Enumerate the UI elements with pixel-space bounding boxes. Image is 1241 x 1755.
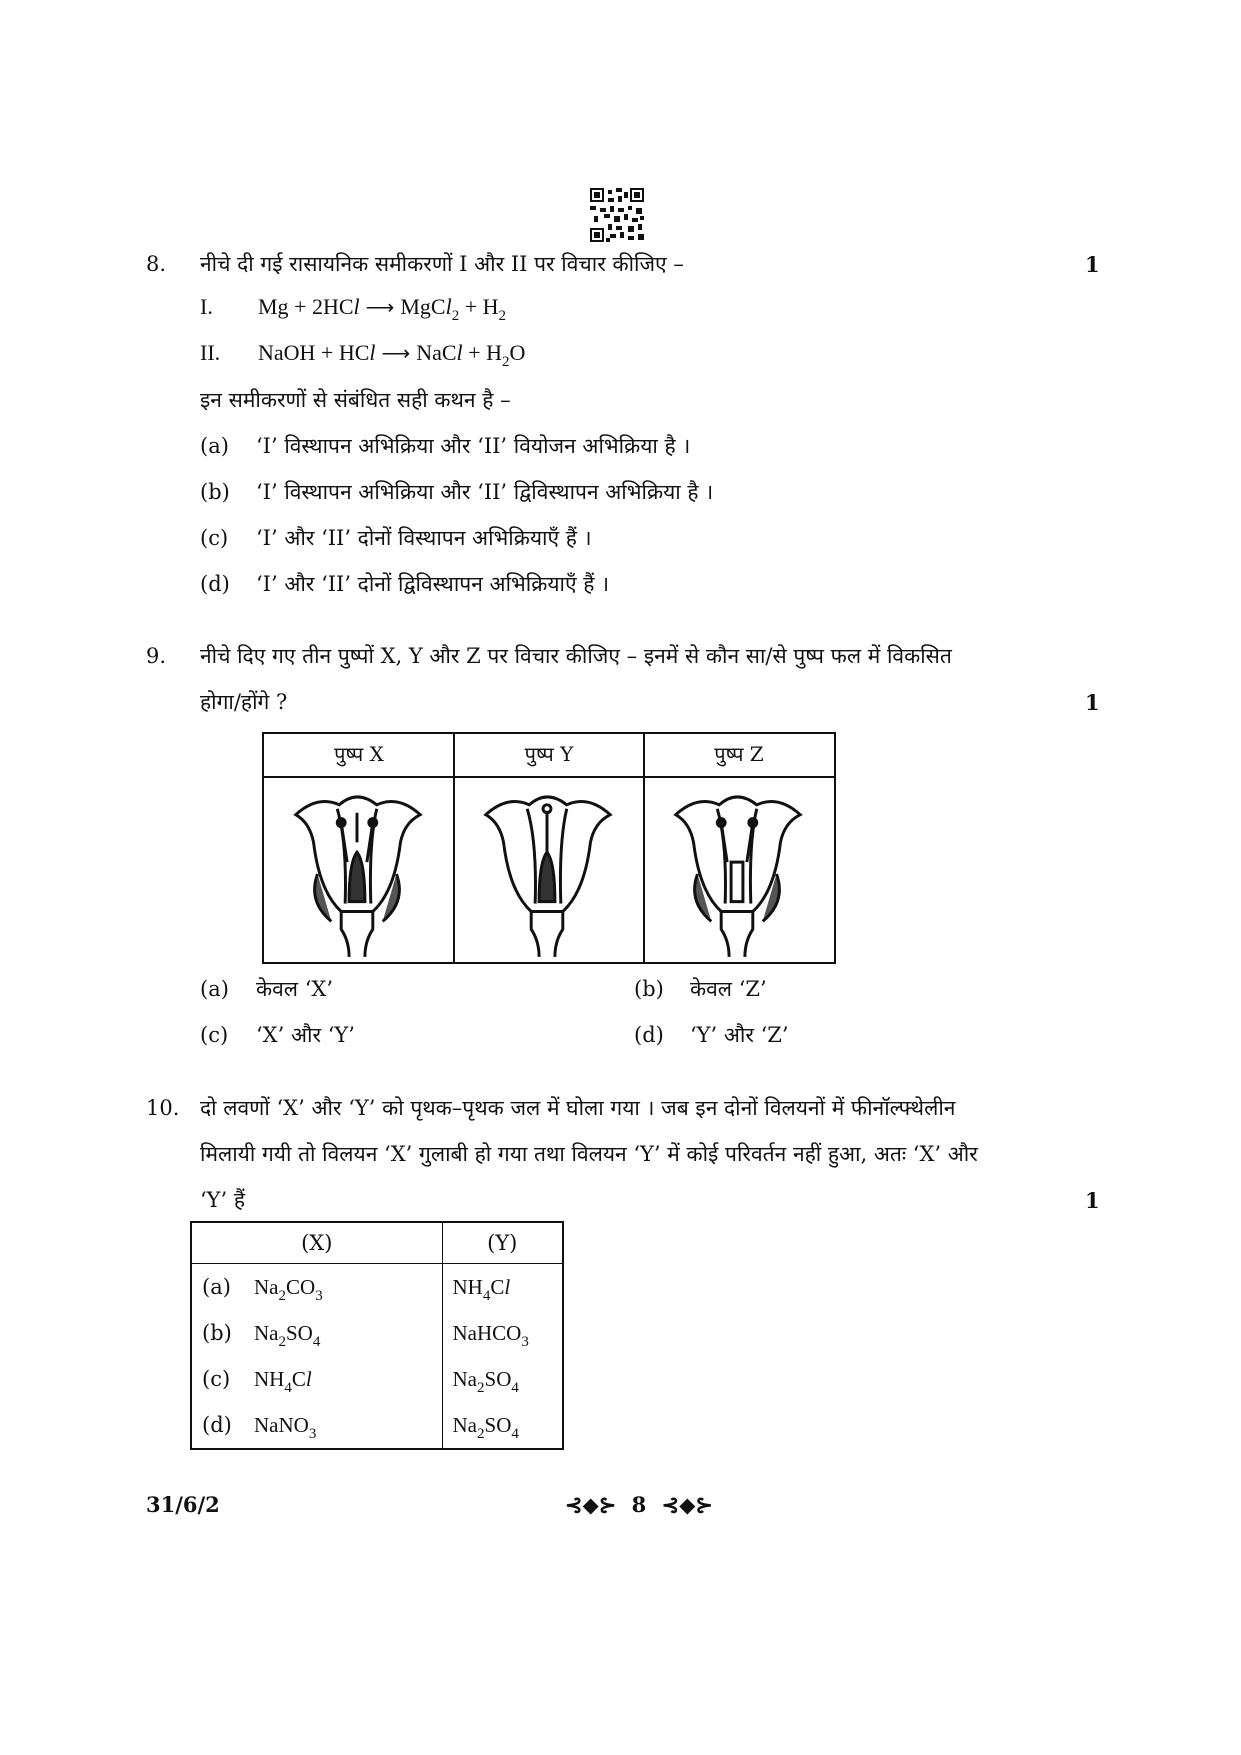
salt-x: $Na_2CO_3$ xyxy=(254,1264,442,1311)
salt-y: $Na_2SO_4$ xyxy=(452,1412,519,1442)
q9-option-c[interactable] xyxy=(200,1021,355,1049)
q10-marks: 1 xyxy=(1085,1188,1100,1213)
flower-y-cell xyxy=(454,734,644,962)
table-row[interactable] xyxy=(191,1310,563,1356)
option-text: केवल ‘Z’ xyxy=(690,977,767,1001)
table-header-row xyxy=(191,1222,563,1264)
salt-x: NaNO$_3$ xyxy=(254,1402,442,1449)
paper-code: 31/6/2 xyxy=(146,1492,220,1517)
salt-y: $Na_2SO_4$ xyxy=(452,1366,519,1396)
option-label: (a) xyxy=(200,434,229,458)
q8-stem: नीचे दी गई रासायनिक समीकरणों I और II पर विचार कीजिए – xyxy=(200,252,684,276)
q9-option-a[interactable] xyxy=(200,975,333,1003)
option-label: (c) xyxy=(200,1023,229,1047)
salt-y: NaHCO$_3$ xyxy=(452,1320,529,1350)
page-number-block xyxy=(565,1492,713,1517)
option-label: (d) xyxy=(200,572,230,596)
q9-stem-line2: होगा/होंगे ? xyxy=(200,690,288,714)
table-row[interactable] xyxy=(191,1402,563,1449)
option-text: ‘X’ और ‘Y’ xyxy=(256,1023,355,1047)
q9-option-d[interactable] xyxy=(634,1021,789,1049)
q10-stem-line2: मिलायी गयी तो विलयन ‘X’ गुलाबी हो गया तथा विलयन ‘Y’ में कोई परिवर्तन नहीं हुआ, अतः ‘X’ और xyxy=(200,1142,978,1166)
q8-option-c[interactable] xyxy=(200,524,592,552)
option-label: (b) xyxy=(634,977,664,1001)
page-number: 8 xyxy=(631,1492,647,1517)
row-label: (d) xyxy=(202,1413,232,1437)
q10-number: 10. xyxy=(146,1096,180,1120)
qr-code xyxy=(590,188,644,242)
q9-marks: 1 xyxy=(1085,690,1100,715)
flower-x-cell xyxy=(264,734,454,962)
option-label: (c) xyxy=(200,526,229,550)
q8-option-b[interactable] xyxy=(200,478,713,506)
table-row[interactable] xyxy=(191,1356,563,1402)
table-row[interactable] xyxy=(191,1264,563,1311)
salt-y: $NH_4Cl$ xyxy=(452,1274,511,1304)
q9-option-b[interactable] xyxy=(634,975,767,1003)
q8-marks: 1 xyxy=(1085,252,1100,277)
row-label: (a) xyxy=(202,1275,231,1299)
option-text: ‘I’ विस्थापन अभिक्रिया और ‘II’ द्विविस्थापन अभिक्रिया है । xyxy=(256,480,714,504)
option-label: (a) xyxy=(200,977,229,1001)
q8-option-d[interactable] xyxy=(200,570,609,598)
q8-option-a[interactable] xyxy=(200,432,690,460)
option-text: ‘I’ विस्थापन अभिक्रिया और ‘II’ वियोजन अभिक्रिया है । xyxy=(256,434,691,458)
q8-prompt: इन समीकरणों से संबंधित सही कथन है – xyxy=(200,388,511,412)
q8-equation-1: I. Mg + 2HCl ⟶ MgCl$_2$ + $H_2$ xyxy=(200,294,506,324)
flower-y-label: पुष्प Y xyxy=(524,742,574,766)
option-text: ‘I’ और ‘II’ दोनों द्विविस्थापन अभिक्रियाएँ हैं । xyxy=(256,572,610,596)
q8-number: 8. xyxy=(146,252,167,276)
flower-x-label: पुष्प X xyxy=(334,742,384,766)
q9-number: 9. xyxy=(146,644,167,668)
option-text: केवल ‘X’ xyxy=(256,977,334,1001)
ornament-right-icon: ⊰◆⊱ xyxy=(661,1492,713,1517)
flower-z-diagram xyxy=(658,782,816,958)
option-text: ‘I’ और ‘II’ दोनों विस्थापन अभिक्रियाएँ हैं । xyxy=(256,526,592,550)
flower-x-diagram xyxy=(278,782,436,958)
salt-x: $Na_2SO_4$ xyxy=(254,1310,442,1356)
column-header-y: (Y) xyxy=(442,1222,563,1264)
flower-z-cell xyxy=(644,734,834,962)
flower-z-label: पुष्प Z xyxy=(714,742,764,766)
flower-table xyxy=(262,732,836,964)
option-text: ‘Y’ और ‘Z’ xyxy=(690,1023,789,1047)
row-label: (c) xyxy=(202,1367,231,1391)
flower-y-diagram xyxy=(468,782,626,958)
column-header-x: (X) xyxy=(191,1222,442,1264)
salt-x: $NH_4Cl$ xyxy=(254,1356,442,1402)
ornament-left-icon: ⊰◆⊱ xyxy=(565,1492,617,1517)
q10-stem-line1: दो लवणों ‘X’ और ‘Y’ को पृथक–पृथक जल में घोला गया । जब इन दोनों विलयनों में फीनॉल्फ्थेलीन xyxy=(200,1096,956,1120)
salt-options-table xyxy=(190,1221,564,1450)
q9-stem-line1: नीचे दिए गए तीन पुष्पों X, Y और Z पर विचार कीजिए – इनमें से कौन सा/से पुष्प फल में विकसित xyxy=(200,644,952,668)
q8-equation-2: II. NaOH + HCl ⟶ NaCl + $H_2O$ xyxy=(200,340,526,370)
row-label: (b) xyxy=(202,1321,232,1345)
option-label: (d) xyxy=(634,1023,664,1047)
eq2-label: II. xyxy=(200,340,221,365)
eq1-label: I. xyxy=(200,294,213,319)
option-label: (b) xyxy=(200,480,230,504)
q10-stem-line3: ‘Y’ हैं xyxy=(200,1188,246,1212)
